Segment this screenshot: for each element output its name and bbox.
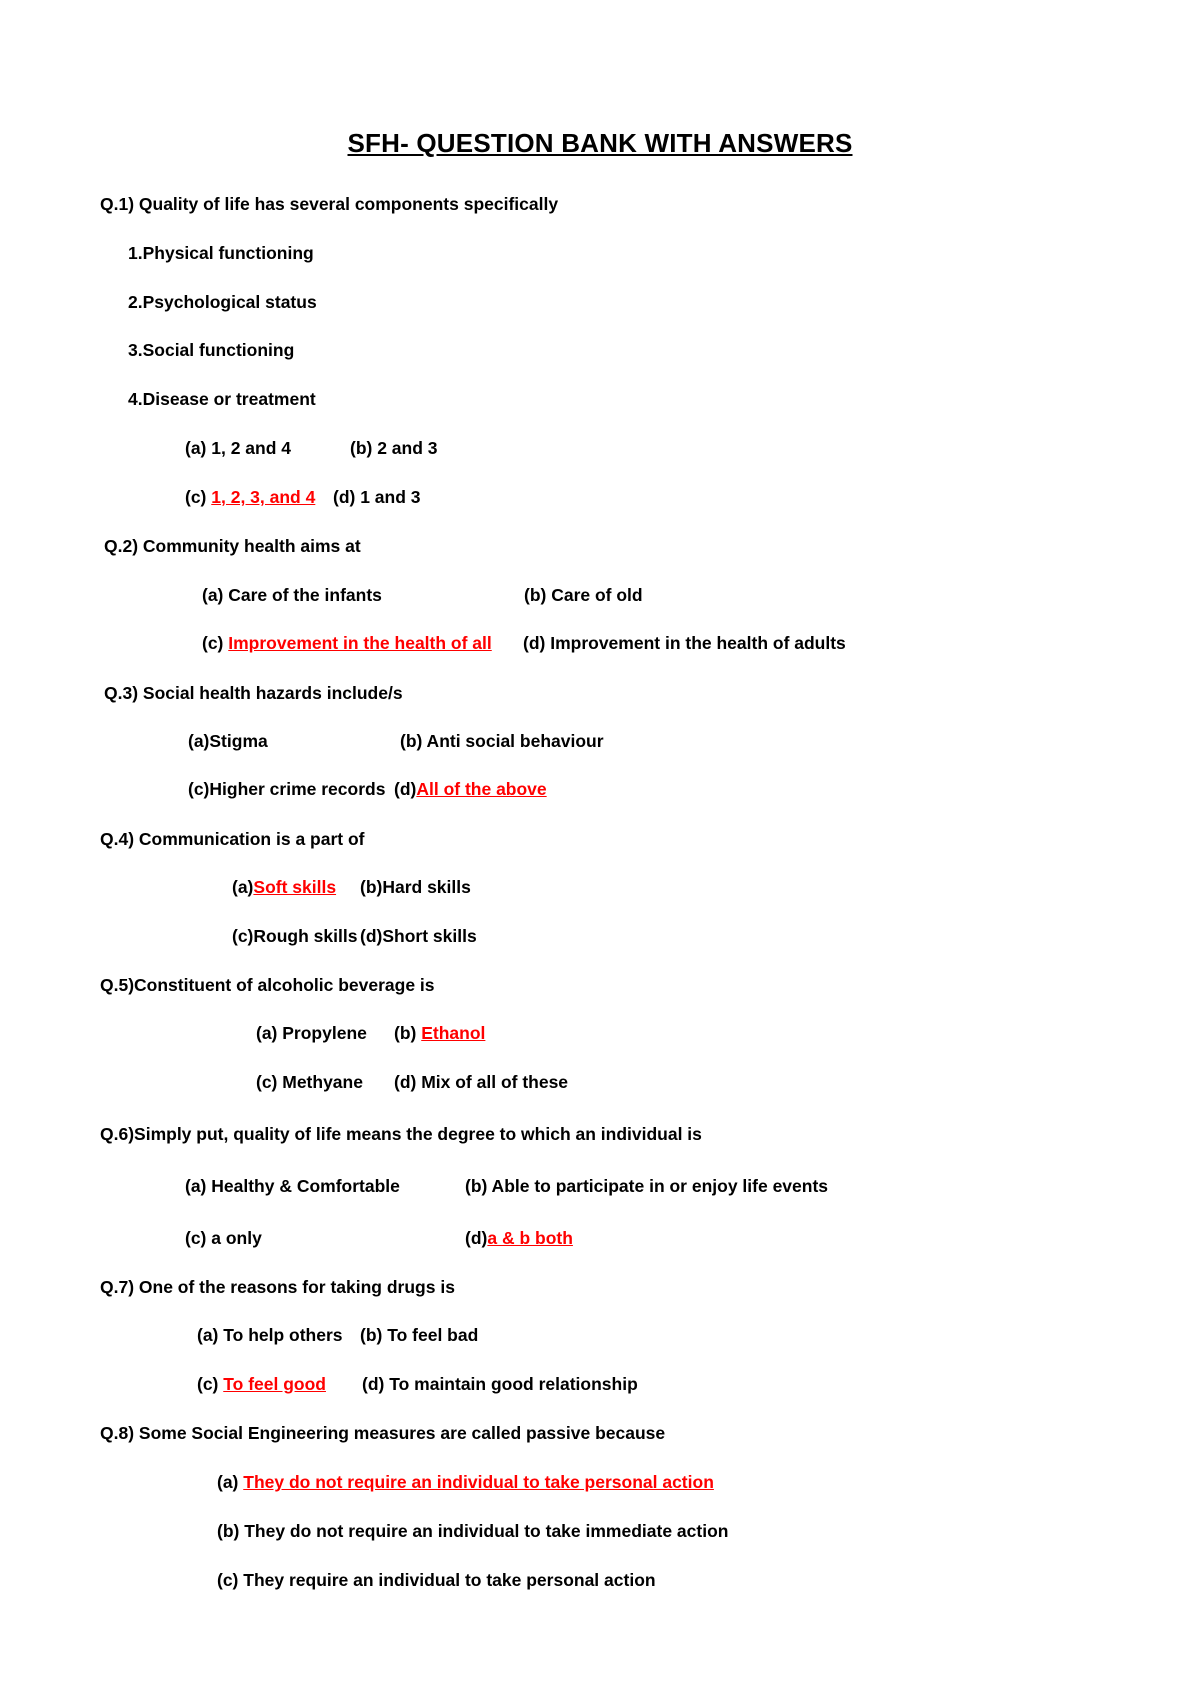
q1-option-c-prefix: (c)	[185, 487, 212, 507]
q1-item-2: 2.Psychological status	[128, 292, 317, 312]
q1-option-c	[185, 486, 315, 508]
q1-item-4: 4.Disease or treatment	[128, 389, 316, 409]
q3-option-c: (c)Higher crime records	[188, 779, 386, 799]
q1-option-a: (a) 1, 2 and 4	[185, 438, 292, 458]
q2-option-d: (d) Improvement in the health of adults	[523, 633, 846, 653]
q5-option-a: (a) Propylene	[256, 1023, 367, 1043]
q4-option-a	[232, 876, 336, 898]
q2-option-b: (b) Care of old	[524, 585, 643, 605]
q7-option-c	[197, 1373, 326, 1395]
q1-option-b: (b) 2 and 3	[350, 438, 438, 458]
question-4: Q.4) Communication is a part of	[100, 829, 365, 849]
q7-correct-answer: To feel good	[223, 1374, 326, 1394]
q7-option-c-prefix: (c)	[197, 1374, 224, 1394]
q2-option-a: (a) Care of the infants	[202, 585, 382, 605]
q7-option-a: (a) To help others	[197, 1325, 343, 1345]
q3-correct-answer: All of the above	[416, 779, 547, 799]
q1-correct-answer: 1, 2, 3, and 4	[211, 487, 316, 507]
q8-option-b: (b) They do not require an individual to take immediate action	[217, 1521, 729, 1541]
q4-option-c: (c)Rough skills	[232, 926, 358, 946]
q5-option-b	[394, 1022, 485, 1044]
q3-option-d	[394, 778, 547, 800]
page-title: SFH- QUESTION BANK WITH ANSWERS	[347, 128, 853, 158]
question-7: Q.7) One of the reasons for taking drugs is	[100, 1277, 455, 1297]
q2-option-c	[202, 632, 492, 654]
question-6: Q.6)Simply put, quality of life means the degree to which an individual is	[100, 1124, 702, 1144]
q1-item-1: 1.Physical functioning	[128, 243, 314, 263]
q6-option-b: (b) Able to participate in or enjoy life events	[465, 1176, 829, 1196]
question-8: Q.8) Some Social Engineering measures are called passive because	[100, 1423, 666, 1443]
q5-option-c: (c) Methyane	[256, 1072, 363, 1092]
q6-option-d-prefix: (d)	[465, 1228, 488, 1248]
q4-option-d: (d)Short skills	[360, 926, 477, 946]
q3-option-a: (a)Stigma	[188, 731, 268, 751]
q4-option-a-prefix: (a)	[232, 877, 254, 897]
q7-option-d: (d) To maintain good relationship	[362, 1374, 638, 1394]
q5-option-b-prefix: (b)	[394, 1023, 422, 1043]
q6-correct-answer: a & b both	[487, 1228, 573, 1248]
q7-option-b: (b) To feel bad	[360, 1325, 479, 1345]
q2-correct-answer: Improvement in the health of all	[228, 633, 492, 653]
q8-option-a	[217, 1471, 714, 1493]
q8-option-a-prefix: (a)	[217, 1472, 244, 1492]
q6-option-a: (a) Healthy & Comfortable	[185, 1176, 400, 1196]
q6-option-c: (c) a only	[185, 1228, 262, 1248]
question-5: Q.5)Constituent of alcoholic beverage is	[100, 975, 435, 995]
q4-correct-answer: Soft skills	[253, 877, 337, 897]
q5-correct-answer: Ethanol	[421, 1023, 486, 1043]
q8-correct-answer: They do not require an individual to take personal action	[243, 1472, 714, 1492]
q5-option-d: (d) Mix of all of these	[394, 1072, 569, 1092]
q3-option-d-prefix: (d)	[394, 779, 417, 799]
q1-item-3: 3.Social functioning	[128, 340, 295, 360]
q4-option-b: (b)Hard skills	[360, 877, 471, 897]
q2-option-c-prefix: (c)	[202, 633, 229, 653]
question-3: Q.3) Social health hazards include/s	[104, 683, 403, 703]
question-2: Q.2) Community health aims at	[104, 536, 361, 556]
q6-option-d	[465, 1227, 573, 1249]
question-1: Q.1) Quality of life has several components specifically	[100, 194, 559, 214]
q1-option-d: (d) 1 and 3	[333, 487, 421, 507]
q3-option-b: (b) Anti social behaviour	[400, 731, 604, 751]
q8-option-c: (c) They require an individual to take personal action	[217, 1570, 656, 1590]
